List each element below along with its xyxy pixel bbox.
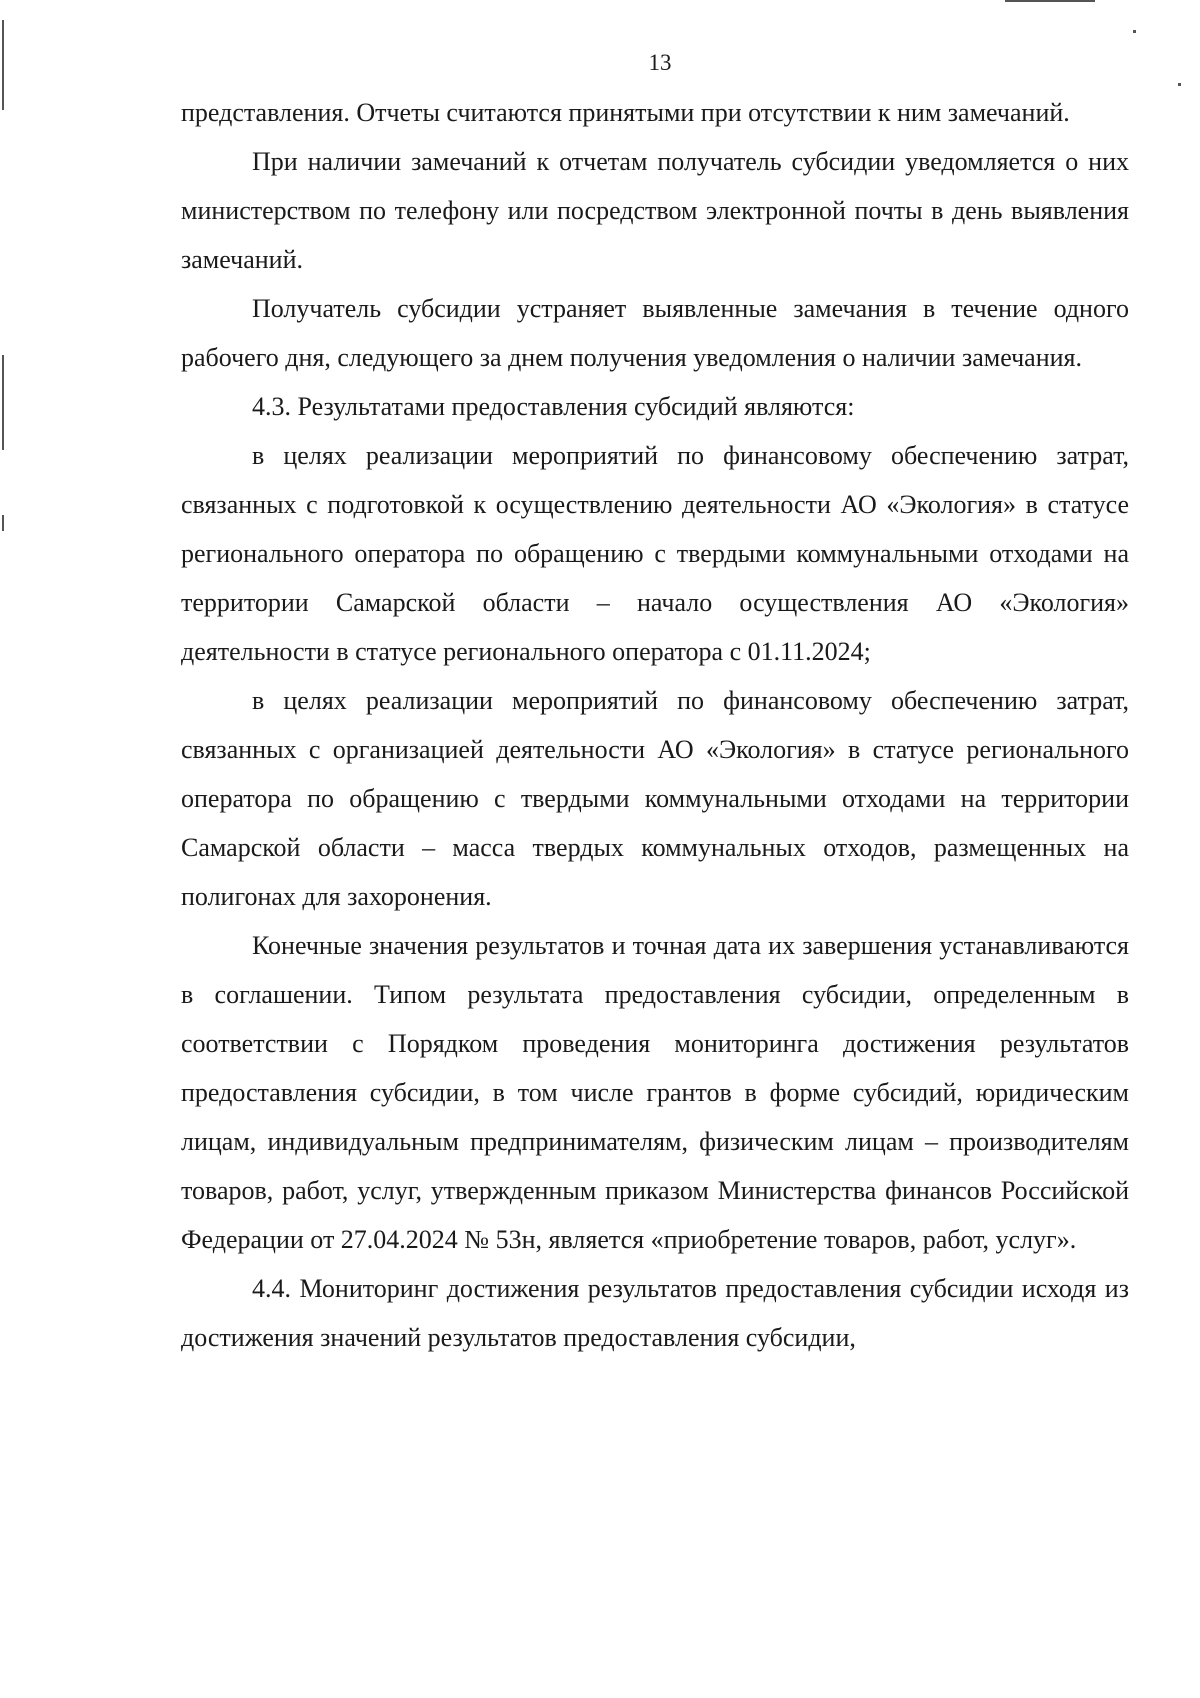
paragraph: Получатель субсидии устраняет выявленные замечания в течение одного рабочего дня, следующего за днем получения уведомления о наличии замечания. bbox=[181, 294, 1129, 372]
scan-mark bbox=[2, 355, 4, 450]
scan-mark bbox=[2, 515, 4, 531]
document-body bbox=[181, 88, 1129, 1362]
paragraph: в целях реализации мероприятий по финансовому обеспечению затрат, связанных с организацией деятельности АО «Экология» в статусе регионального оператора по обращению с твердыми коммунальными отходами на территории Самарской области – масса твердых коммунальных отходов, размещенных на полигонах для захоронения. bbox=[181, 686, 1129, 911]
paragraph: 4.4. Мониторинг достижения результатов предоставления субсидии исходя из достижения значений результатов предоставления субсидии, bbox=[181, 1274, 1129, 1352]
paragraph: представления. Отчеты считаются принятыми при отсутствии к ним замечаний. bbox=[181, 98, 1070, 127]
scan-mark bbox=[1133, 30, 1136, 33]
section-heading: 4.3. Результатами предоставления субсидий являются: bbox=[252, 392, 855, 421]
scan-mark bbox=[1178, 83, 1181, 86]
paragraph: в целях реализации мероприятий по финансовому обеспечению затрат, связанных с подготовкой к осуществлению деятельности АО «Экология» в статусе регионального оператора по обращению с твердыми коммунальными отходами на территории Самарской области – начало осуществления АО «Экология» деятельности в статусе регионального оператора с 01.11.2024; bbox=[181, 441, 1129, 666]
page-number: 13 bbox=[648, 50, 672, 75]
paragraph: Конечные значения результатов и точная дата их завершения устанавливаются в соглашении. Типом результата предоставления субсидии, определенным в соответствии с Порядком проведения мониторинга достижения результатов предоставления субсидии, в том числе грантов в форме субсидий, юридическим лицам, индивидуальным предпринимателям, физическим лицам – производителям товаров, работ, услуг, утвержденным приказом Министерства финансов Российской Федерации от 27.04.2024 № 53н, является «приобретение товаров, работ, услуг». bbox=[181, 931, 1129, 1254]
scan-mark bbox=[2, 20, 4, 110]
scan-mark bbox=[1005, 0, 1095, 2]
paragraph: При наличии замечаний к отчетам получатель субсидии уведомляется о них министерством по телефону или посредством электронной почты в день выявления замечаний. bbox=[181, 147, 1129, 274]
